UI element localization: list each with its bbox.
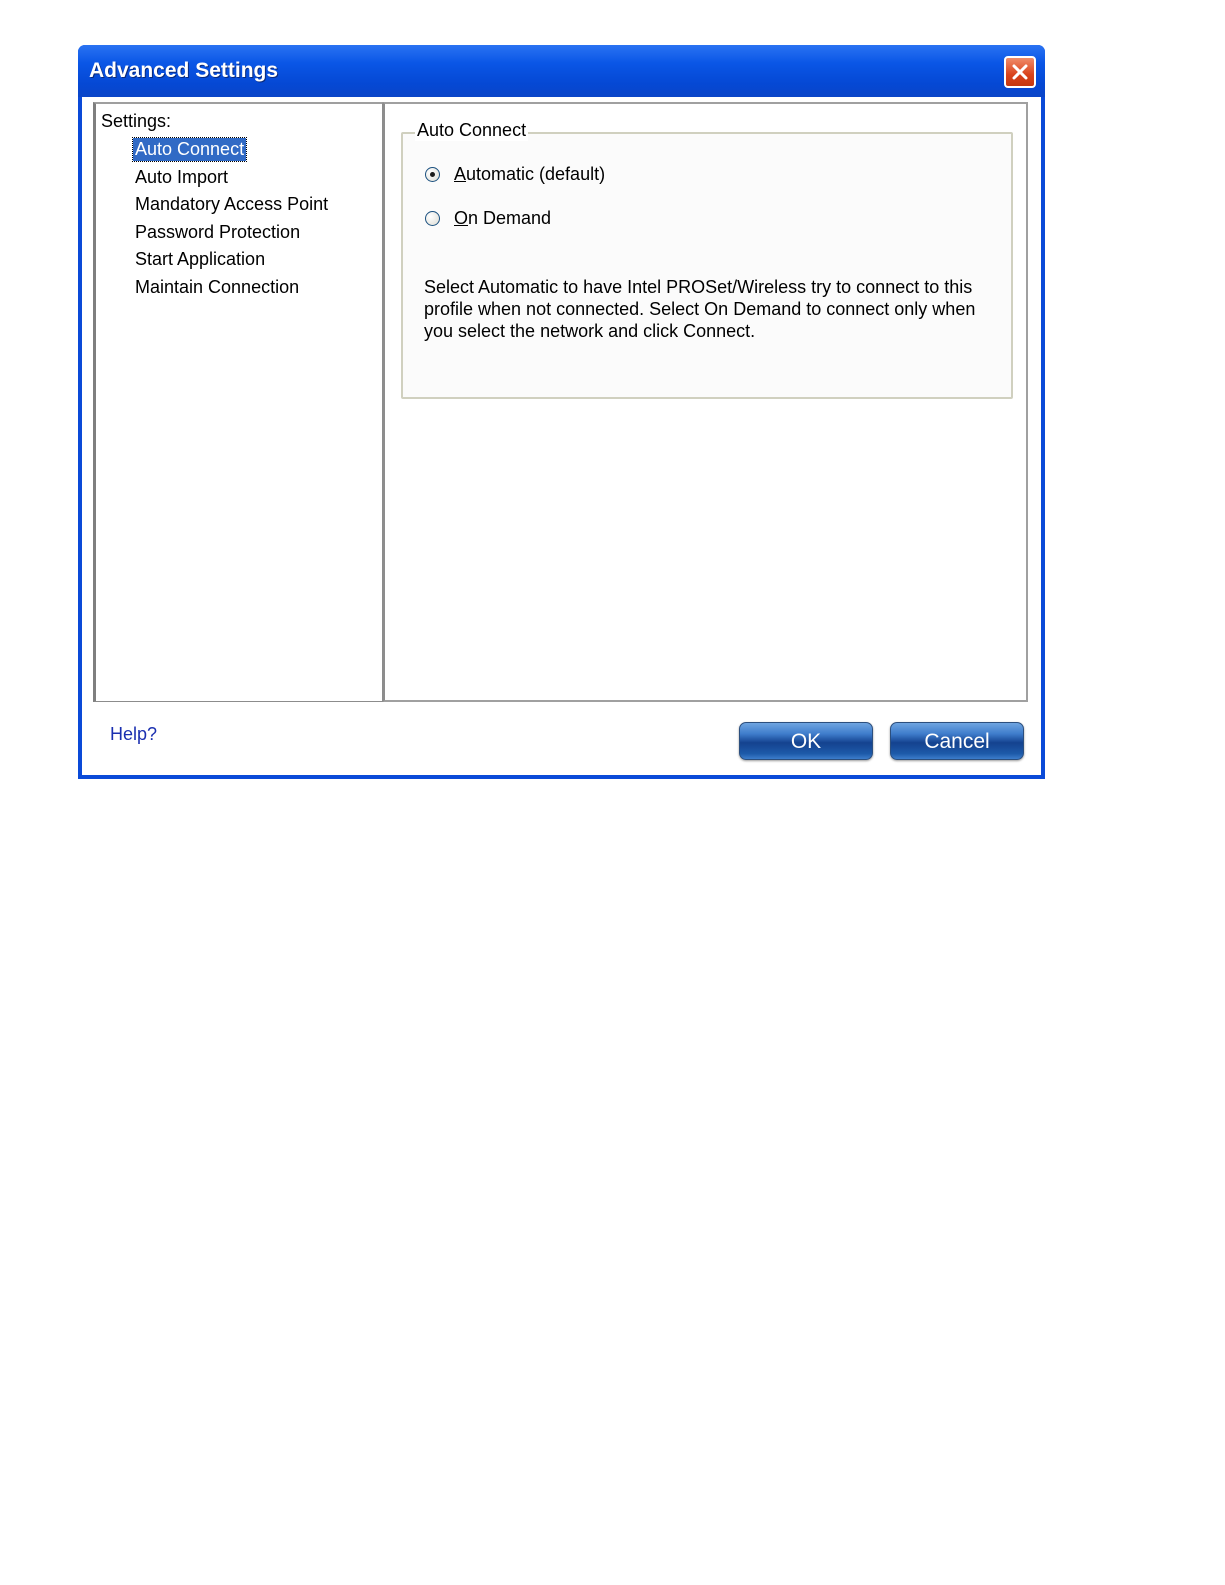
automatic-radio-label: Automatic (default) <box>454 164 606 184</box>
tree-item-mandatory-access-point[interactable]: Mandatory Access Point <box>135 194 329 214</box>
dialog-client-area <box>82 97 1041 775</box>
on-demand-radio-label: On Demand <box>454 208 552 228</box>
automatic-radio[interactable] <box>425 167 440 182</box>
close-icon <box>1011 63 1029 81</box>
window-title: Advanced Settings <box>89 59 279 82</box>
close-button[interactable] <box>1004 56 1036 88</box>
help-link[interactable]: Help? <box>110 724 158 744</box>
groupbox-title: Auto Connect <box>417 120 527 140</box>
title-bar[interactable] <box>78 45 1045 97</box>
automatic-option[interactable] <box>425 164 605 185</box>
tree-item-password-protection[interactable]: Password Protection <box>135 222 301 242</box>
auto-connect-description: Select Automatic to have Intel PROSet/Wireless try to connect to this profile when not connected. Select On Demand to connect only when you select the network and click Connect. <box>424 277 976 341</box>
cancel-button[interactable]: Cancel <box>890 722 1024 760</box>
tree-item-start-application[interactable]: Start Application <box>135 249 266 269</box>
tree-item-auto-connect[interactable]: Auto Connect <box>135 139 245 159</box>
auto-connect-groupbox <box>401 120 1013 399</box>
advanced-settings-dialog <box>78 45 1045 779</box>
ok-button[interactable]: OK <box>739 722 873 760</box>
on-demand-radio[interactable] <box>425 211 440 226</box>
settings-content-panel <box>383 102 1028 702</box>
tree-item-auto-import[interactable]: Auto Import <box>135 167 229 187</box>
tree-item-maintain-connection[interactable]: Maintain Connection <box>135 277 300 297</box>
on-demand-option[interactable] <box>425 208 551 229</box>
settings-tree <box>93 102 383 702</box>
tree-root-label: Settings: <box>101 111 172 131</box>
